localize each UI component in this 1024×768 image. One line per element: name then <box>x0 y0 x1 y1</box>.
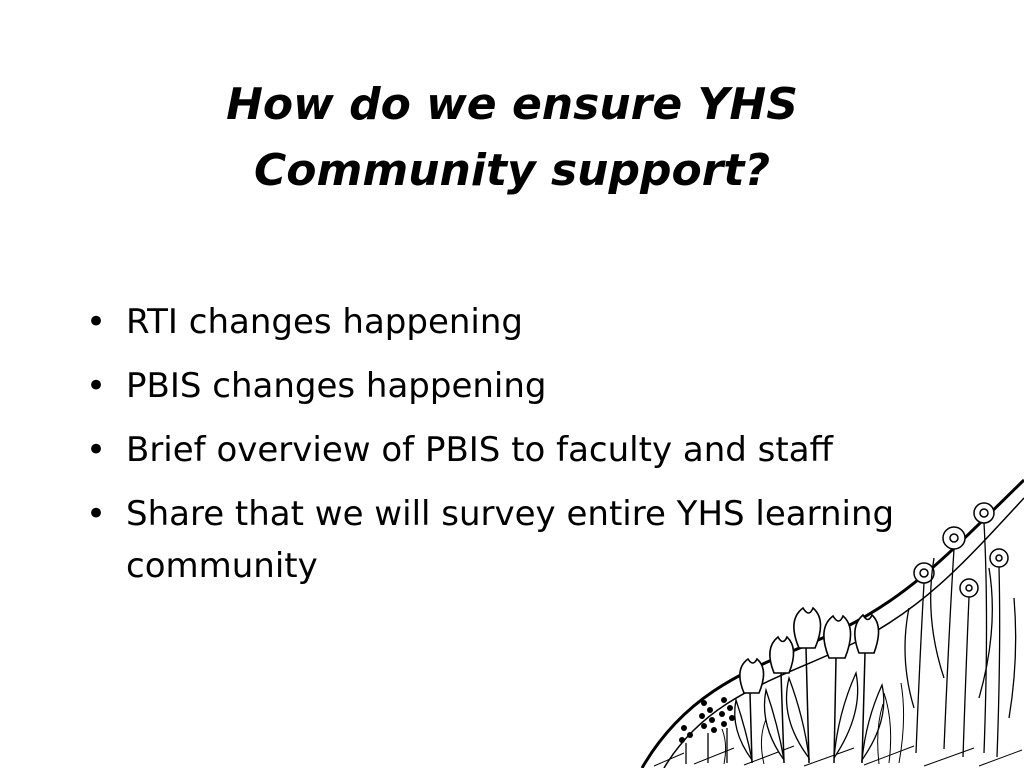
bullet-item-rti <box>86 296 906 348</box>
bullet-dot-icon: • <box>86 302 107 342</box>
bullet-dot-icon: • <box>86 366 107 406</box>
bullet-dot-icon: • <box>86 494 107 534</box>
bullet-text: RTI changes happening <box>126 302 523 342</box>
title-line-1: How do we ensure YHS <box>226 79 798 130</box>
bullet-text: Brief overview of PBIS to faculty and staff <box>126 430 833 470</box>
title-line-2: Community support? <box>254 145 770 196</box>
slide-title <box>0 72 1024 204</box>
bullet-dot-icon: • <box>86 430 107 470</box>
bullet-text: PBIS changes happening <box>126 366 547 406</box>
bullet-text: Share that we will survey entire YHS learning community <box>126 494 895 586</box>
flower-garden-illustration <box>624 478 1024 768</box>
bullet-item-overview <box>86 424 906 476</box>
bullet-item-pbis <box>86 360 906 412</box>
